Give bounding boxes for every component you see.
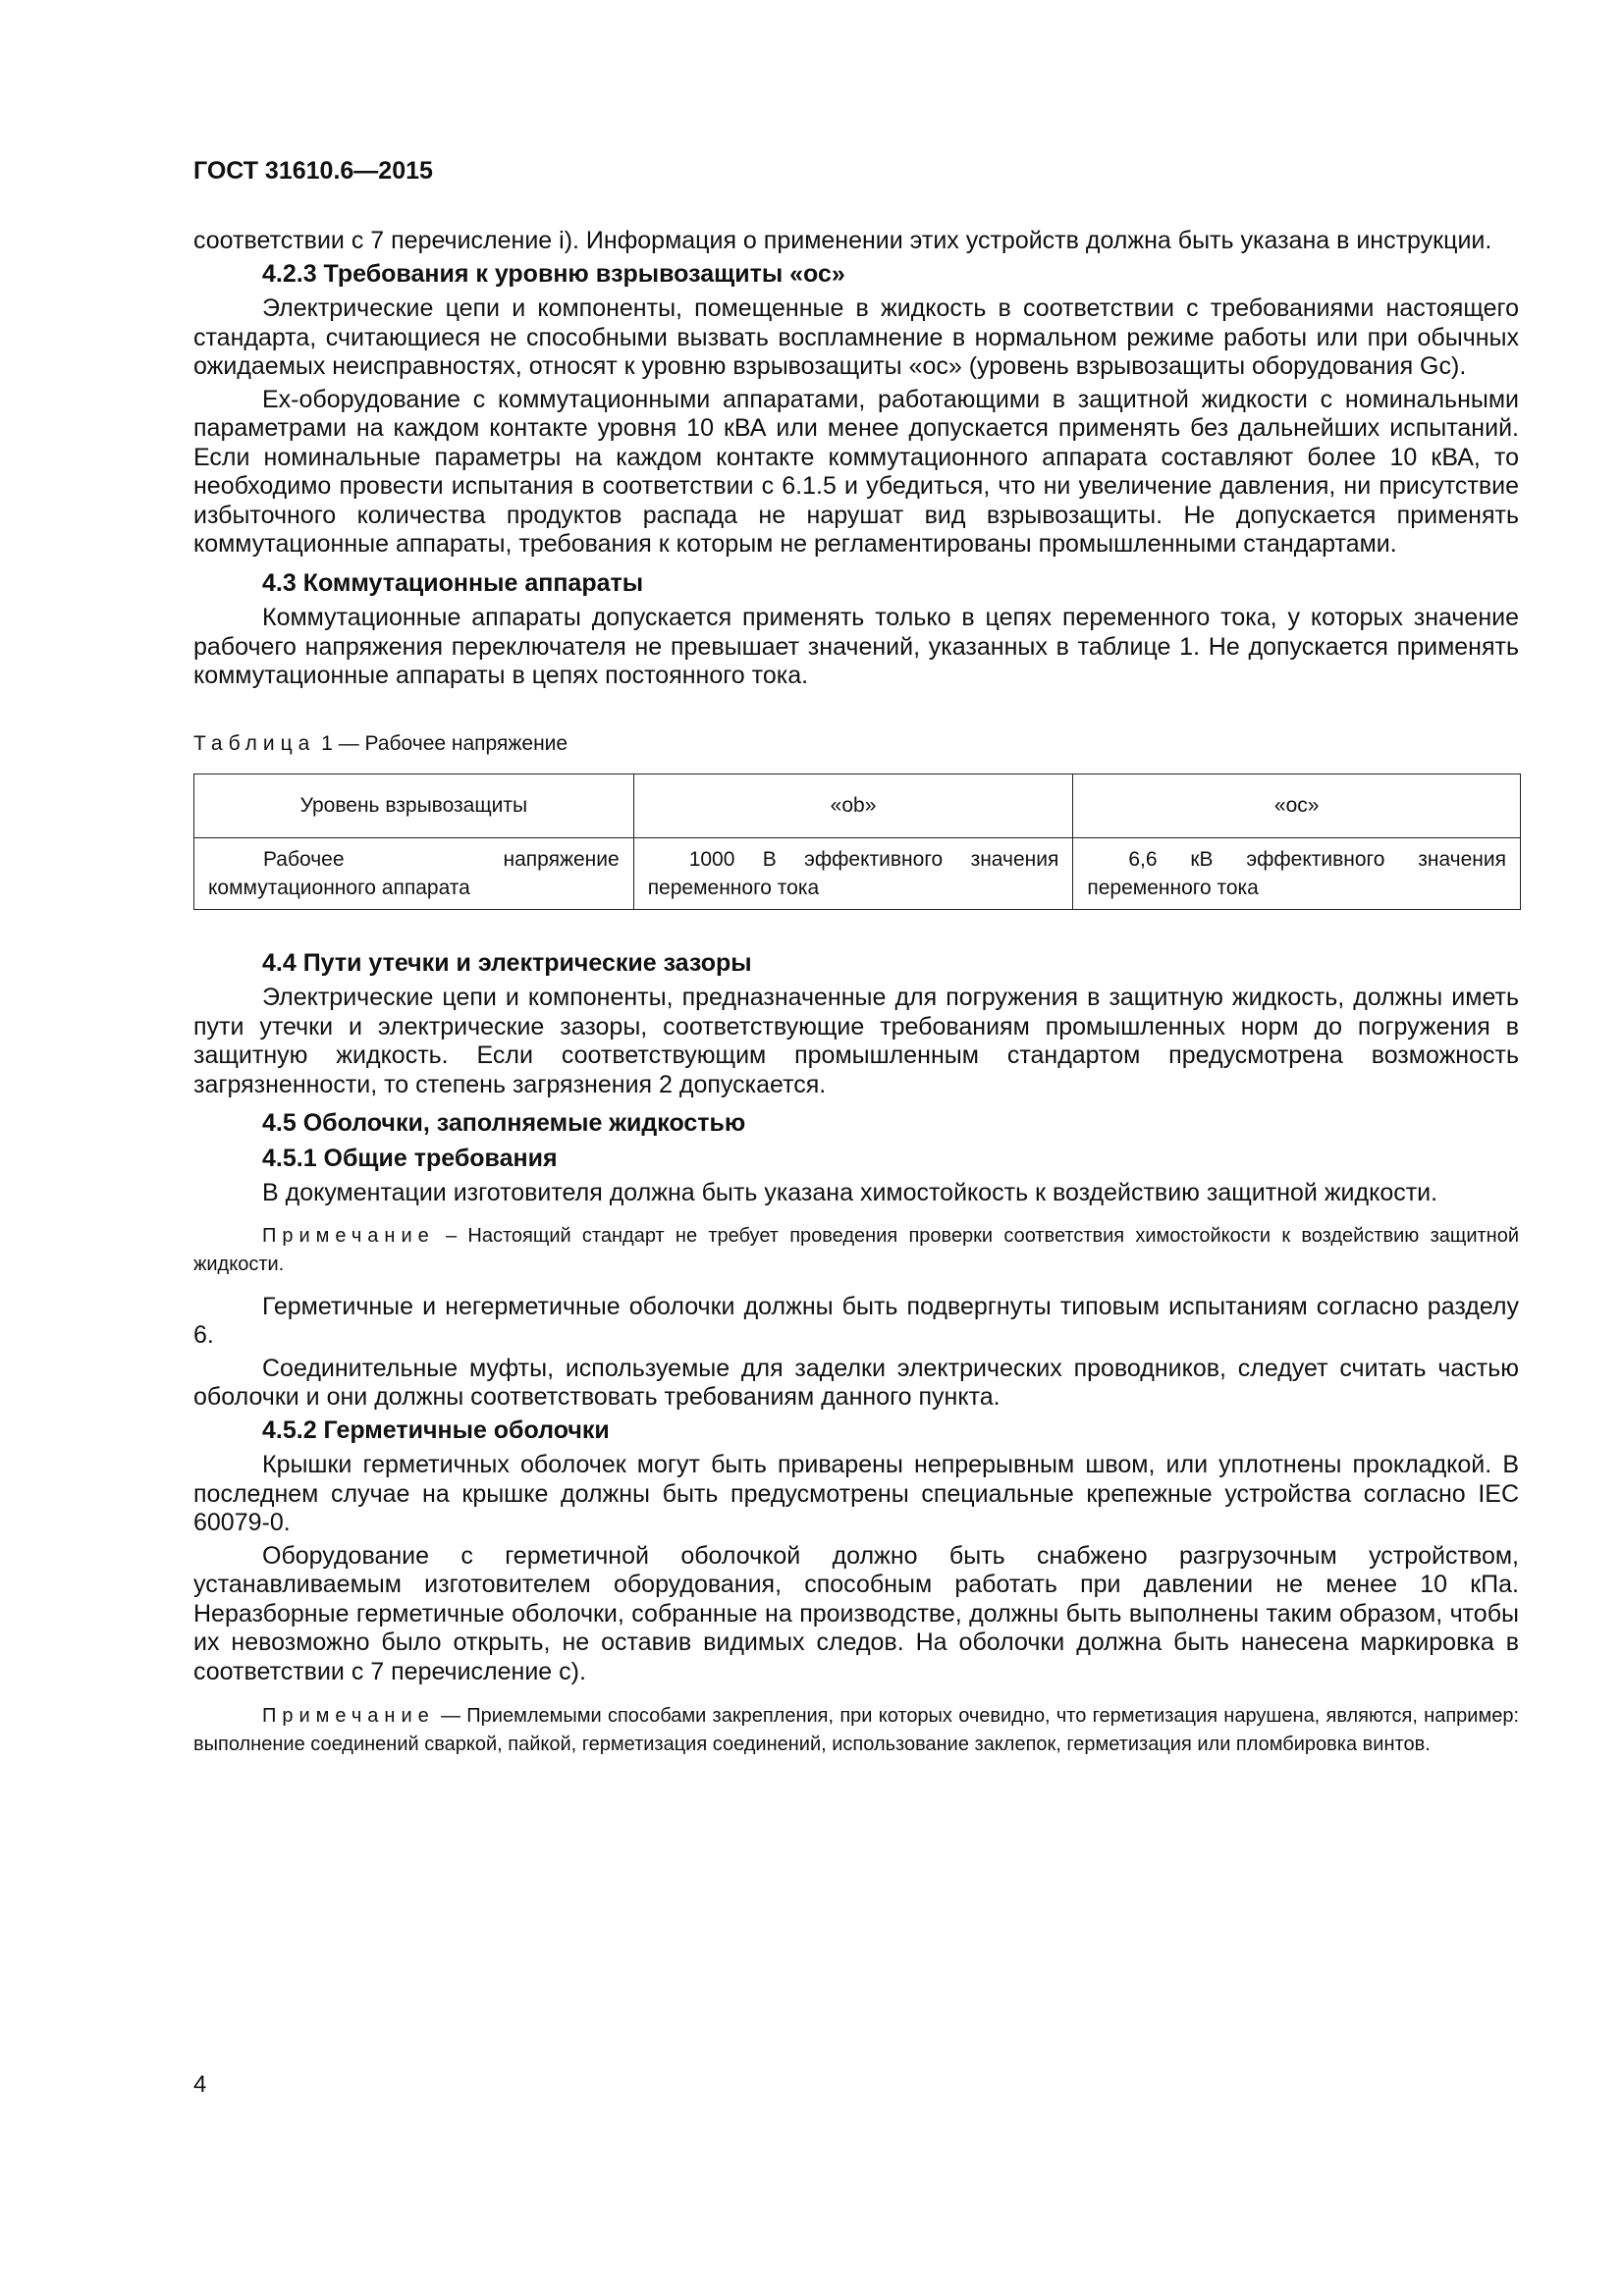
heading-4-3: 4.3 Коммутационные аппараты — [262, 568, 644, 597]
table-cell: Рабочее напряжение коммутационного аппарата — [194, 837, 634, 909]
paragraph-type-tests: Герметичные и негерметичные оболочки должны быть подвергнуты типовым испытаниям согласно разделу 6. — [193, 1292, 1519, 1349]
document-header: ГОСТ 31610.6—2015 — [193, 157, 433, 185]
paragraph-chemical-resistance: В документации изготовителя должна быть указана химостойкость к воздействию защитной жидкости. — [262, 1179, 1438, 1206]
heading-4-5-1: 4.5.1 Общие требования — [262, 1144, 558, 1172]
paragraph-relief-device: Оборудование с герметичной оболочкой должно быть снабжено разгрузочным устройством, устанавливаемым изготовителем оборудования, способным работать при давлении не менее 10 кПа. Неразборные герметичные оболочки, собранные на производстве, должны быть выполнены таким образом, чтобы их невозможно было открыть, не оставив видимых следов. На оболочки должна быть нанесена маркировка в соответствии с 7 перечисление с). — [193, 1541, 1519, 1685]
heading-4-2-3: 4.2.3 Требования к уровню взрывозащиты «ос» — [262, 259, 845, 288]
table-row — [194, 837, 1521, 909]
paragraph-switching-devices: Коммутационные аппараты допускается применять только в цепях переменного тока, у которых значение рабочего напряжения переключателя не превышает значений, указанных в таблице 1. Не допускается применять коммутационные аппараты в цепях постоянного тока. — [193, 604, 1519, 689]
table-caption-text: 1 — Рабочее напряжение — [315, 731, 568, 755]
document-page — [193, 157, 1519, 1773]
paragraph-ex-equipment: Ех-оборудование с коммутационными аппаратами, работающими в защитной жидкости с номинальными параметрами на каждом контакте уровня 10 кВА или менее допускается применять без дальнейших испытаний. Если номинальные параметры на каждом контакте коммутационного аппарата составляют более 10 кВА, то необходимо провести испытания в соответствии с 6.1.5 и убедиться, что ни увеличение давления, ни присутствие избыточного количества продуктов распада не нарушат вид взрывозащиты. Не допускается применять коммутационные аппараты, требования к которым не регламентированы промышленными стандартами. — [193, 385, 1519, 558]
note-label: Примечание — [262, 1224, 435, 1247]
heading-4-5: 4.5 Оболочки, заполняемые жидкостью — [262, 1109, 746, 1137]
heading-4-5-2: 4.5.2 Герметичные оболочки — [262, 1415, 610, 1444]
table-cell: 1000 В эффективного значения переменного тока — [633, 837, 1073, 909]
note-text: — Приемлемыми способами закрепления, при которых очевидно, что герметизация нарушена, являются, например: выполнение соединений сваркой, пайкой, герметизация соединений, использование заклепок, герметизация или пломбировка винтов. — [193, 1705, 1519, 1755]
page-number: 4 — [193, 2071, 207, 2098]
note-label: Примечание — [262, 1705, 435, 1727]
table-working-voltage — [193, 774, 1521, 910]
table-cell: 6,6 кВ эффективного значения переменного тока — [1073, 837, 1521, 909]
table-header-cell: Уровень взрывозащиты — [194, 774, 634, 837]
note-2 — [193, 1702, 1519, 1759]
note-1 — [193, 1222, 1519, 1279]
table-header-cell: «ob» — [633, 774, 1073, 837]
paragraph-covers: Крышки герметичных оболочек могут быть приварены непрерывным швом, или уплотнены прокладкой. В последнем случае на крышке должны быть предусмотрены специальные крепежные устройства согласно IEC 60079-0. — [193, 1451, 1519, 1536]
table-header-row — [194, 774, 1521, 837]
table-caption-label: Таблица — [193, 731, 316, 755]
paragraph-creepage: Электрические цепи и компоненты, предназначенные для погружения в защитную жидкость, должны иметь пути утечки и электрические зазоры, соответствующие требованиям промышленных норм до погружения в защитную жидкость. Если соответствующим промышленным стандартом предусмотрена возможность загрязненности, то степень загрязнения 2 допускается. — [193, 984, 1519, 1098]
paragraph-electric-circuits: Электрические цепи и компоненты, помещенные в жидкость в соответствии с требованиями настоящего стандарта, считающиеся не способными вызвать воспламнение в нормальном режиме работы или при обычных ожидаемых неисправностях, относят к уровню взрывозащиты «ос» (уровень взрывозащиты оборудования Gc). — [193, 294, 1519, 380]
note-text: – Настоящий стандарт не требует проведения проверки соответствия химостойкости к воздействию защитной жидкости. — [193, 1224, 1519, 1275]
heading-4-4: 4.4 Пути утечки и электрические зазоры — [262, 948, 752, 977]
paragraph-continuation: соответствии с 7 перечисление i). Информация о применении этих устройств должна быть указана в инструкции. — [193, 227, 1492, 254]
table-header-cell: «oc» — [1073, 774, 1521, 837]
paragraph-couplings: Соединительные муфты, используемые для заделки электрических проводников, следует считать частью оболочки и они должны соответствовать требованиям данного пункта. — [193, 1354, 1519, 1411]
table-caption — [193, 732, 1519, 756]
